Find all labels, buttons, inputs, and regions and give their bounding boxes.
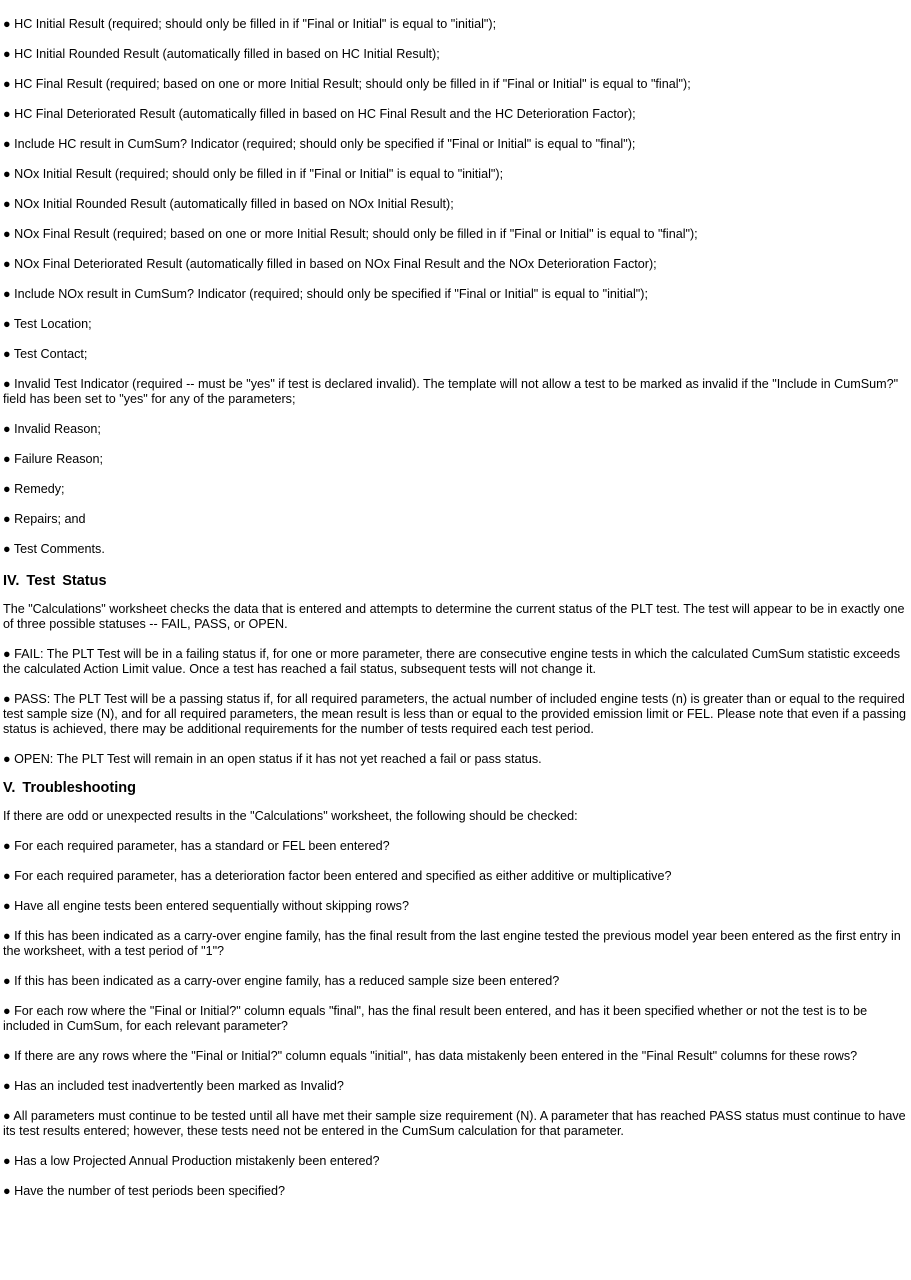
list-item: ● Have all engine tests been entered sequentially without skipping rows? (3, 899, 409, 913)
list-item: ● Remedy; (3, 482, 65, 496)
list-item: ● HC Final Deteriorated Result (automatically filled in based on HC Final Result and the HC Deterioration Factor); (3, 107, 636, 121)
list-item: ● Include HC result in CumSum? Indicator (required; should only be specified if "Final or Initial" is equal to "final"); (3, 137, 636, 151)
list-item: ● For each required parameter, has a deterioration factor been entered and specified as either additive or multiplicative? (3, 869, 672, 883)
list-item: ● Invalid Reason; (3, 422, 101, 436)
list-item: ● OPEN: The PLT Test will remain in an open status if it has not yet reached a fail or pass status. (3, 752, 542, 766)
list-item: ● Invalid Test Indicator (required -- must be "yes" if test is declared invalid). The template will not allow a test to be marked as invalid if the "Include in CumSum?" field has been set to "yes" for any of the parameters; (3, 377, 899, 406)
list-item: ● NOx Initial Result (required; should only be filled in if "Final or Initial" is equal to "initial"); (3, 167, 504, 181)
list-item: ● Test Comments. (3, 542, 105, 556)
section-intro: The "Calculations" worksheet checks the data that is entered and attempts to determine the current status of the PLT test. The test will appear to be in exactly one of three possible statuses -- FAIL, PASS, or OPEN. (3, 602, 905, 631)
list-item: ● HC Final Result (required; based on one or more Initial Result; should only be filled in if "Final or Initial" is equal to "final"); (3, 77, 691, 91)
list-item: ● For each required parameter, has a standard or FEL been entered? (3, 839, 390, 853)
list-item: ● FAIL: The PLT Test will be in a failing status if, for one or more parameter, there are consecutive engine tests in which the calculated CumSum statistic exceeds the calculated Action Limit value. Once a test has reached a fail status, subsequent tests will not change it. (3, 647, 901, 676)
list-item: ● PASS: The PLT Test will be a passing status if, for all required parameters, the actual number of included engine tests (n) is greater than or equal to the required test sample size (N), and for all required parameters, the mean result is less than or equal to the provided emission limit or FEL. Please note that even if a passing status is achieved, there may be additional requirements for the number of tests required each test period. (3, 692, 906, 736)
list-item: ● NOx Final Deteriorated Result (automatically filled in based on NOx Final Result and the NOx Deterioration Factor); (3, 257, 657, 271)
document-page (3, 17, 909, 1214)
list-item: ● HC Initial Result (required; should only be filled in if "Final or Initial" is equal to "initial"); (3, 17, 497, 31)
section-test-status (3, 572, 909, 767)
list-item: ● Failure Reason; (3, 452, 104, 466)
data-fields-list (3, 17, 909, 557)
list-item: ● If there are any rows where the "Final or Initial?" column equals "initial", has data mistakenly been entered in the "Final Result" columns for these rows? (3, 1049, 858, 1063)
list-item: ● All parameters must continue to be tested until all have met their sample size requirement (N). A parameter that has reached PASS status must continue to have its test results entered; however, these tests need not be entered in the CumSum calculation for that parameter. (3, 1109, 906, 1138)
list-item: ● Test Location; (3, 317, 92, 331)
list-item: ● If this has been indicated as a carry-over engine family, has the final result from the last engine tested the previous model year been entered as the first entry in the worksheet, with a test period of "1"? (3, 929, 901, 958)
list-item: ● NOx Final Result (required; based on one or more Initial Result; should only be filled in if "Final or Initial" is equal to "final"); (3, 227, 698, 241)
list-item: ● Has an included test inadvertently been marked as Invalid? (3, 1079, 344, 1093)
section-heading: IV. Test Status (3, 573, 107, 589)
section-heading: V. Troubleshooting (3, 780, 136, 796)
list-item: ● NOx Initial Rounded Result (automatically filled in based on NOx Initial Result); (3, 197, 454, 211)
list-item: ● For each row where the "Final or Initial?" column equals "final", has the final result been entered, and has it been specified whether or not the test is to be included in CumSum, for each relevant parameter? (3, 1004, 868, 1033)
list-item: ● Have the number of test periods been specified? (3, 1184, 286, 1198)
section-intro: If there are odd or unexpected results in the "Calculations" worksheet, the following should be checked: (3, 809, 578, 823)
section-troubleshooting (3, 779, 909, 1199)
list-item: ● Has a low Projected Annual Production mistakenly been entered? (3, 1154, 380, 1168)
list-item: ● Repairs; and (3, 512, 86, 526)
list-item: ● Include NOx result in CumSum? Indicator (required; should only be specified if "Final or Initial" is equal to "initial"); (3, 287, 648, 301)
list-item: ● If this has been indicated as a carry-over engine family, has a reduced sample size been entered? (3, 974, 560, 988)
list-item: ● HC Initial Rounded Result (automatically filled in based on HC Initial Result); (3, 47, 440, 61)
list-item: ● Test Contact; (3, 347, 88, 361)
